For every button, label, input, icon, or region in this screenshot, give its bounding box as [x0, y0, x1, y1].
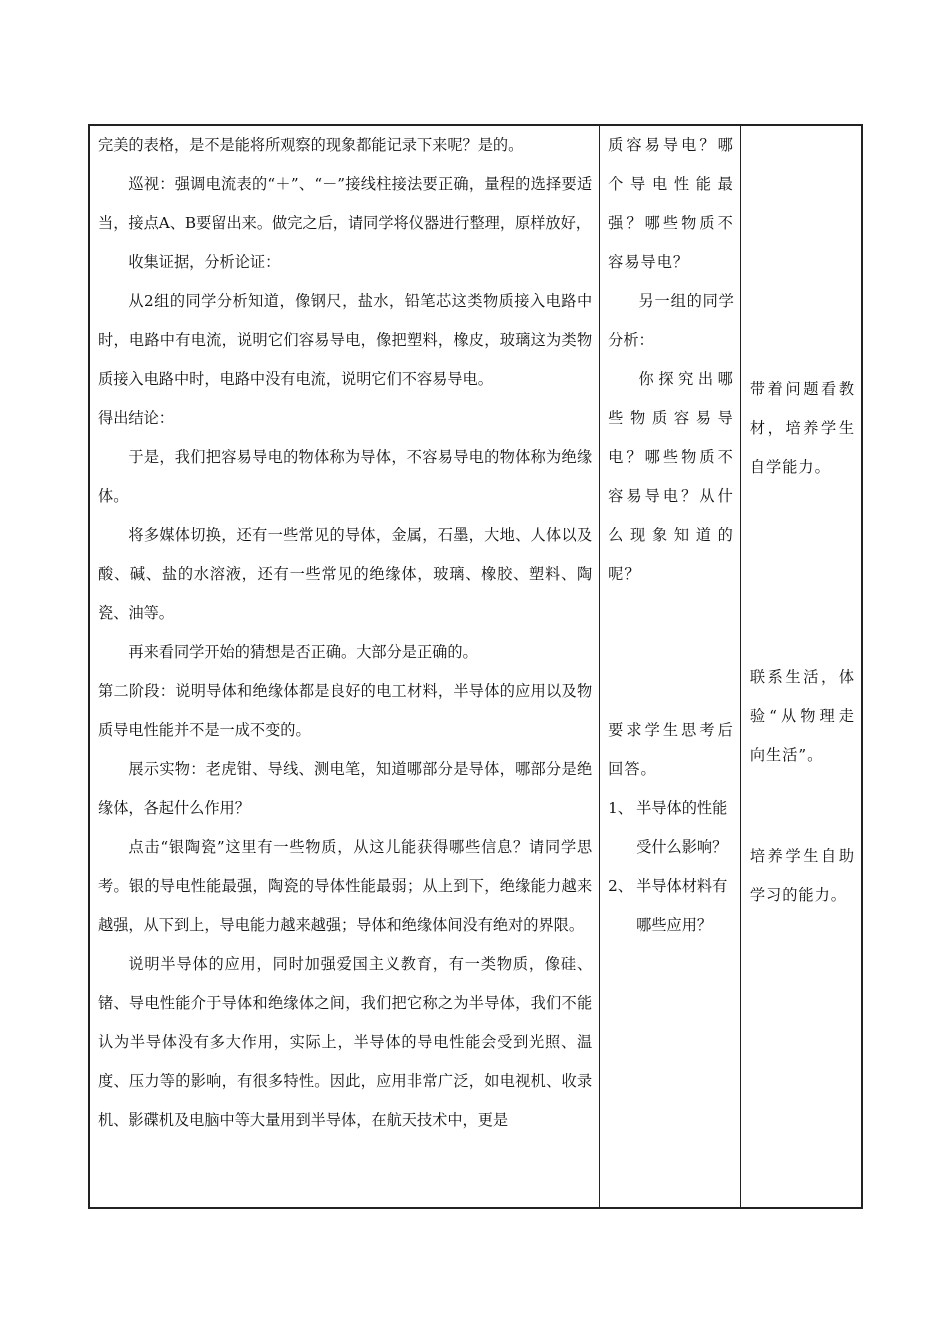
spacer [750, 775, 855, 837]
design-intent-cell [740, 125, 862, 1208]
paragraph-table-intro: 完美的表格，是不是能将所观察的现象都能记录下来呢？是的。 [98, 136, 524, 154]
student-group-analysis: 另一组的同学分析： [608, 292, 734, 349]
paragraph-stage-two: 第二阶段：说明导体和绝缘体都是良好的电工材料，半导体的应用以及物质导电性能并不是一成不变的。 [98, 682, 593, 739]
list-number: 2、 [608, 877, 633, 895]
paragraph-common-materials: 将多媒体切换，还有一些常见的导体，金属，石墨，大地、人体以及酸、碱、盐的水溶液，还有一些常见的绝缘体，玻璃、橡胶、塑料、陶瓷、油等。 [98, 526, 593, 622]
table-row [89, 125, 862, 1208]
list-number: 1、 [608, 799, 633, 817]
intent-self-study: 带着问题看教材，培养学生自学能力。 [749, 380, 855, 476]
list-item [608, 789, 734, 867]
spacer [750, 487, 855, 658]
paragraph-conclusion-heading: 得出结论： [98, 409, 174, 427]
teacher-activity-cell [89, 125, 600, 1208]
paragraph-patrol: 巡视：强调电流表的“＋”、“－”接线柱接法要正确，量程的选择要适当，接点A、B要留出来。做完之后，请同学将仪器进行整理，原样放好， [98, 175, 593, 232]
intent-autonomous-learning: 培养学生自助学习的能力。 [749, 847, 855, 904]
student-question-2: 你探究出哪些物质容易导电？哪些物质不容易导电？从什么现象知道的呢？ [608, 370, 734, 583]
student-instruction: 要求学生思考后回答。 [608, 721, 734, 778]
spacer [750, 126, 855, 370]
paragraph-group-analysis: 从2组的同学分析知道，像钢尺，盐水，铅笔芯这类物质接入电路中时，电路中有电流，说明它们容易导电，像把塑料，橡皮，玻璃这为类物质接入电路中时，电路中没有电流，说明它们不容易导电。 [98, 292, 593, 388]
list-text: 半导体的性能受什么影响？ [636, 799, 728, 856]
list-item [608, 867, 734, 945]
paragraph-collect-evidence: 收集证据，分析论证： [128, 253, 281, 271]
paragraph-check-guess: 再来看同学开始的猜想是否正确。大部分是正确的。 [128, 643, 478, 661]
student-question-1: 质容易导电？哪个导电性能最强？哪些物质不容易导电？ [608, 136, 734, 271]
intent-life-connection: 联系生活，体验“从物理走向生活”。 [749, 668, 855, 764]
student-activity-cell [600, 125, 741, 1208]
paragraph-silver-ceramic: 点击“银陶瓷”这里有一些物质，从这儿能获得哪些信息？请同学思考。银的导电性能最强，陶瓷的导体性能最弱；从上到下，绝缘能力越来越强，从下到上，导电能力越来越强；导体和绝缘体间没有绝对的界限。 [98, 838, 593, 934]
paragraph-definition: 于是，我们把容易导电的物体称为导体，不容易导电的物体称为绝缘体。 [98, 448, 593, 505]
lesson-plan-table [88, 124, 863, 1209]
paragraph-semiconductor: 说明半导体的应用，同时加强爱国主义教育，有一类物质，像硅、锗、导电性能介于导体和绝缘体之间，我们把它称之为半导体，我们不能认为半导体没有多大作用，实际上，半导体的导电性能会受到光照、温度、压力等的影响，有很多特性。因此，应用非常广泛，如电视机、收录机、影碟机及电脑中等大量用到半导体，在航天技术中，更是 [98, 955, 593, 1129]
list-text: 半导体材料有哪些应用？ [636, 877, 728, 934]
spacer [608, 594, 734, 711]
paragraph-show-objects: 展示实物：老虎钳、导线、测电笔，知道哪部分是导体，哪部分是绝缘体，各起什么作用？ [98, 760, 593, 817]
